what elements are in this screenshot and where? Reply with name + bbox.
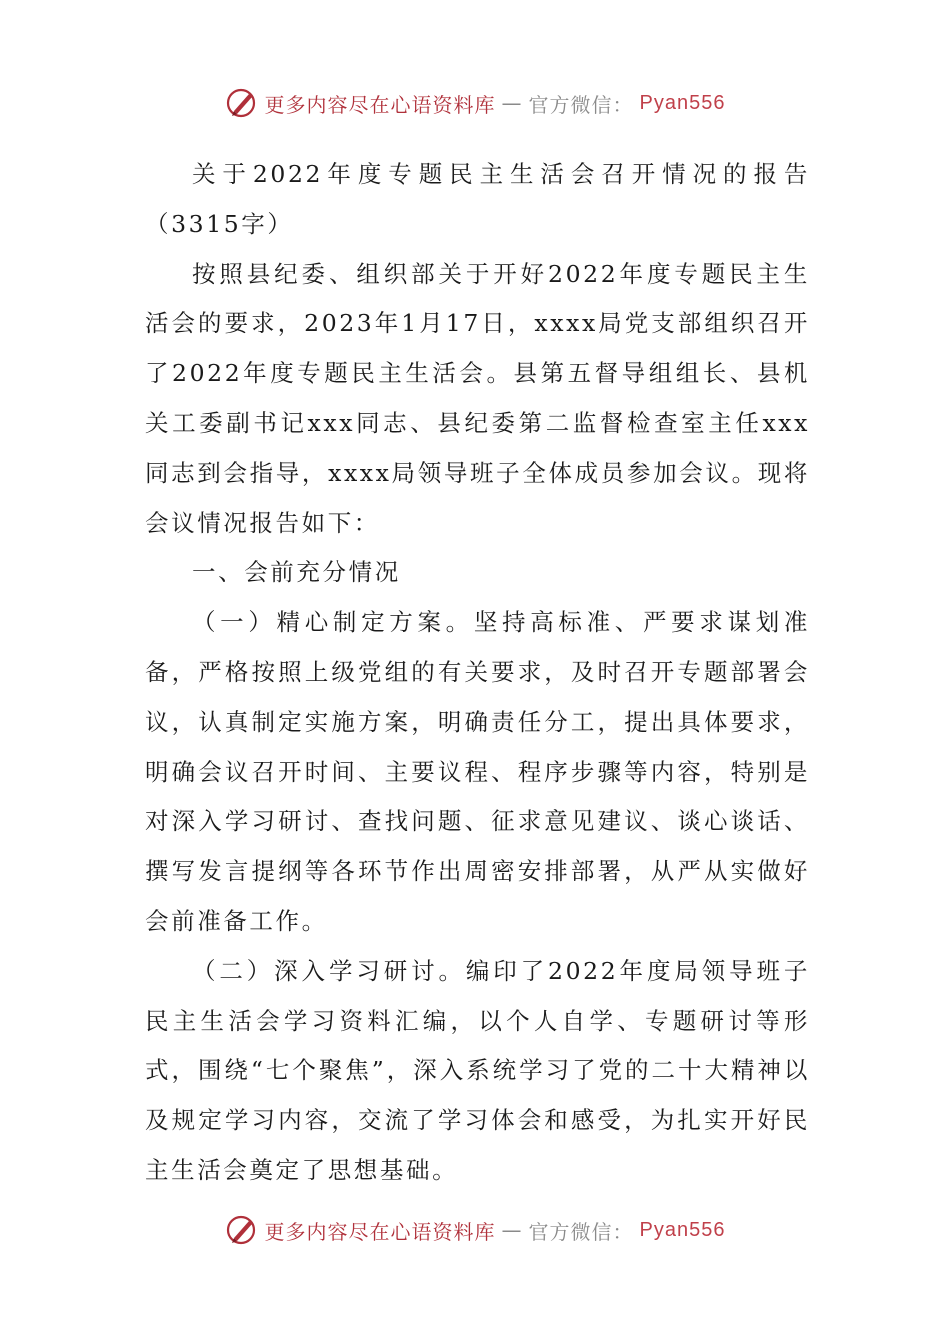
watermark-dash: — [501,1218,523,1242]
watermark-footer [0,1213,950,1247]
watermark-main-text: 更多内容尽在心语资料库 [264,92,496,117]
watermark-id-text: Pyan556 [639,1218,726,1241]
pen-logo-icon [225,1213,259,1247]
section-heading: 一、会前充分情况 [192,558,401,587]
watermark-dash: — [501,91,523,115]
document-body [145,150,810,1196]
watermark-sub-text: 官方微信： [528,1219,634,1244]
watermark-sub-text: 官方微信： [528,92,634,117]
document-title: 关于2022年度专题民主生活会召开情况的报告（3315字） [145,160,810,238]
watermark-header [0,86,950,120]
watermark-main-text: 更多内容尽在心语资料库 [264,1219,496,1244]
paragraph: 按照县纪委、组织部关于开好2022年度专题民主生活会的要求，2023年1月17日，xxxx局党支部组织召开了2022年度专题民主生活会。县第五督导组组长、县机关工委副书记xxx同志、县纪委第二监督检查室主任xxx同志到会指导，xxxx局领导班子全体成员参加会议。现将会议情况报告如下： [145,259,810,537]
paragraph: （一）精心制定方案。坚持高标准、严要求谋划准备，严格按照上级党组的有关要求，及时召开专题部署会议，认真制定实施方案，明确责任分工，提出具体要求，明确会议召开时间、主要议程、程序步骤等内容，特别是对深入学习研讨、查找问题、征求意见建议、谈心谈话、撰写发言提纲等各环节作出周密安排部署，从严从实做好会前准备工作。 [145,608,810,935]
pen-logo-icon [225,86,259,120]
watermark-id-text: Pyan556 [639,91,726,114]
paragraph: （二）深入学习研讨。编印了2022年度局领导班子民主生活会学习资料汇编，以个人自学、专题研讨等形式，围绕“七个聚焦”，深入系统学习了党的二十大精神以及规定学习内容，交流了学习体会和感受，为扎实开好民主生活会奠定了思想基础。 [145,956,810,1184]
